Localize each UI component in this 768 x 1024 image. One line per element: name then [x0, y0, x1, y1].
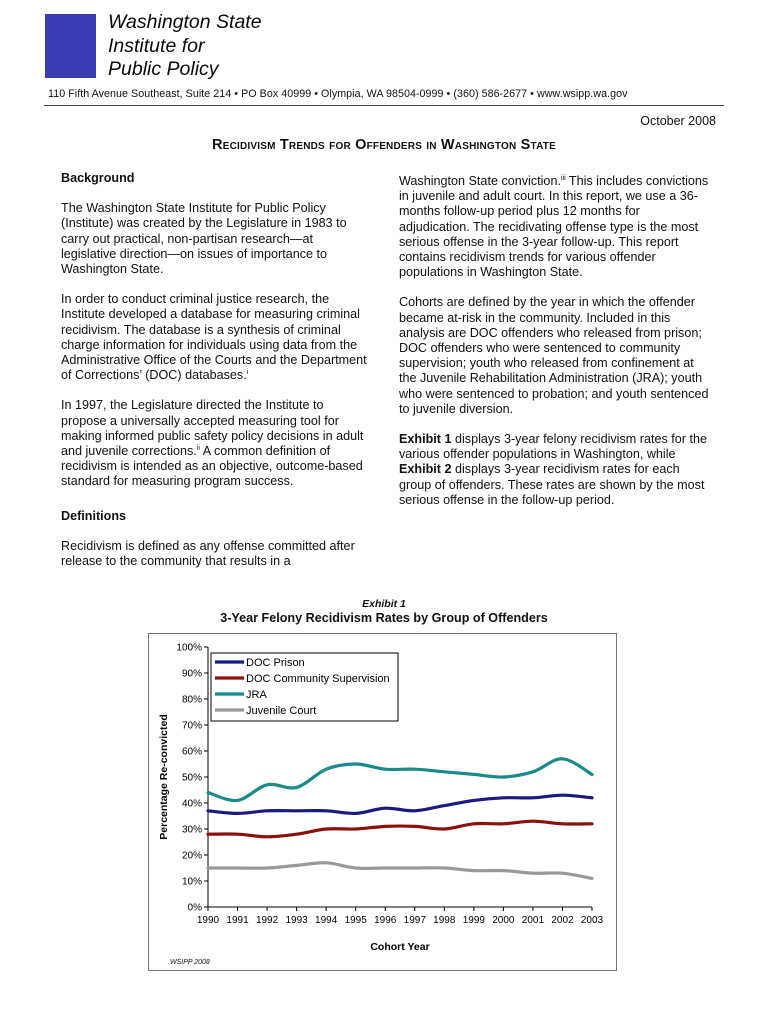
logo-square: [45, 14, 96, 78]
x-tick-label: 1995: [344, 915, 367, 926]
header-divider: [44, 105, 724, 106]
y-tick-label: 60%: [181, 746, 202, 758]
org-name-line-2: Institute for: [108, 34, 205, 57]
definitions-heading: Definitions: [61, 508, 127, 523]
background-paragraph-2: [61, 292, 371, 383]
document-title: Recidivism Trends for Offenders in Washington State: [212, 137, 556, 153]
chart-credit: WSIPP 2008: [170, 959, 210, 966]
exhibit-label: Exhibit 1: [362, 598, 406, 610]
definitions-paragraph: Recidivism is defined as any offense committed after release to the community that results in a: [61, 538, 355, 569]
right-paragraph-1-text-a: Washington State conviction.: [399, 174, 561, 188]
legend-label: DOC Prison: [246, 657, 305, 669]
paragraph-2-text: In order to conduct criminal justice research, the Institute developed a database for measuring criminal recidivism. The database is a synthesis of criminal charge information for individuals using data from the Administrative Office of the Courts and the Department of Corrections’ (DOC) databases.: [61, 292, 367, 383]
x-tick-label: 1994: [315, 915, 338, 926]
org-name-line-3: Public Policy: [108, 58, 219, 80]
series-line-juvenile-court: [208, 863, 592, 879]
y-tick-label: 40%: [181, 798, 202, 810]
x-tick-label: 2003: [580, 915, 604, 926]
exhibit-1-ref: Exhibit 1: [399, 432, 452, 447]
chart-title: 3-Year Felony Recidivism Rates by Group of Offenders: [220, 611, 548, 625]
y-axis-title: Percentage Re-convicted: [158, 714, 170, 840]
y-tick-label: 100%: [176, 642, 202, 654]
paragraph-3-text-a: In 1997, the Legislature directed the Institute to propose a universally accepted measuring tool for making informed public safety policy decisions in adult and juvenile corrections.: [61, 398, 364, 459]
legend-label: Juvenile Court: [246, 705, 317, 717]
background-paragraph-3: [61, 398, 371, 489]
chart-frame: [148, 633, 617, 971]
y-tick-label: 50%: [181, 772, 202, 784]
right-paragraph-2: Cohorts are defined by the year in which the offender became at-risk in the community. Included in this analysis are DOC offenders who released from prison; DOC offenders who were sentenced to community supervision; youth who released from confinement at the Juvenile Rehabilitation Administration (JRA); youth who were sentenced to probation; and youth sentenced to juvenile diversion.: [399, 295, 709, 416]
endnote-iii: iii: [560, 174, 566, 182]
report-date: October 2008: [640, 114, 716, 128]
x-tick-label: 1998: [433, 915, 456, 926]
right-paragraph-3: [399, 432, 714, 508]
right-column: [399, 174, 714, 523]
x-tick-label: 2000: [492, 915, 515, 926]
x-tick-label: 2001: [521, 915, 545, 926]
series-line-doc-prison: [208, 795, 592, 813]
right-paragraph-1: [399, 174, 714, 280]
y-tick-label: 70%: [181, 720, 202, 732]
right-paragraph-3-text-a: displays 3-year felony recidivism rates for the various offender populations in Washington, while: [399, 432, 707, 462]
x-tick-label: 1991: [226, 915, 249, 926]
series-line-jra: [208, 759, 592, 801]
x-tick-label: 1997: [403, 915, 426, 926]
x-axis-title: Cohort Year: [370, 941, 430, 953]
paragraph-3-text-b: A common definition of recidivism is intended as an objective, outcome-based standard for measuring program success.: [61, 444, 363, 489]
y-tick-label: 10%: [181, 876, 202, 888]
x-tick-label: 2002: [551, 915, 574, 926]
org-name-line-1: Washington State: [108, 11, 262, 33]
endnote-ii: ii: [196, 444, 200, 452]
x-tick-label: 1990: [196, 915, 220, 926]
left-column: [61, 171, 371, 584]
y-tick-label: 20%: [181, 850, 202, 862]
background-heading: Background: [61, 171, 135, 185]
x-tick-label: 1996: [374, 915, 397, 926]
right-paragraph-3-text-b: displays 3-year recidivism rates for each group of offenders. These rates are shown by the most serious offense in the follow-up period.: [399, 462, 705, 507]
org-name: [108, 11, 262, 82]
y-tick-label: 80%: [181, 694, 202, 706]
background-paragraph-1: The Washington State Institute for Public Policy (Institute) was created by the Legislature in 1983 to carry out practical, non-partisan research—at legislative direction—on issues of importance to Washington State.: [61, 201, 347, 277]
series-line-doc-community-supervision: [208, 821, 592, 837]
legend-label: JRA: [246, 689, 267, 701]
y-tick-label: 0%: [187, 902, 202, 914]
y-tick-label: 90%: [181, 668, 202, 680]
recidivism-line-chart: [149, 634, 618, 972]
x-tick-label: 1993: [285, 915, 308, 926]
exhibit-2-ref: Exhibit 2: [399, 462, 452, 477]
address-line: 110 Fifth Avenue Southeast, Suite 214 • PO Box 40999 • Olympia, WA 98504-0999 • (360) 586-2677 • www.wsipp.wa.gov: [48, 88, 628, 100]
endnote-i: i: [246, 369, 249, 377]
x-tick-label: 1992: [255, 915, 279, 926]
x-tick-label: 1999: [462, 915, 485, 926]
y-tick-label: 30%: [181, 824, 202, 836]
right-paragraph-1-text-b: This includes convictions in juvenile and adult court. In this report, we use a 36-months follow-up period plus 12 months for adjudication. The recidivating offense type is the most serious offense in the 3-year follow-up. This report contains recidivism trends for various offender populations in Washington State.: [399, 174, 709, 280]
legend-label: DOC Community Supervision: [246, 673, 390, 685]
